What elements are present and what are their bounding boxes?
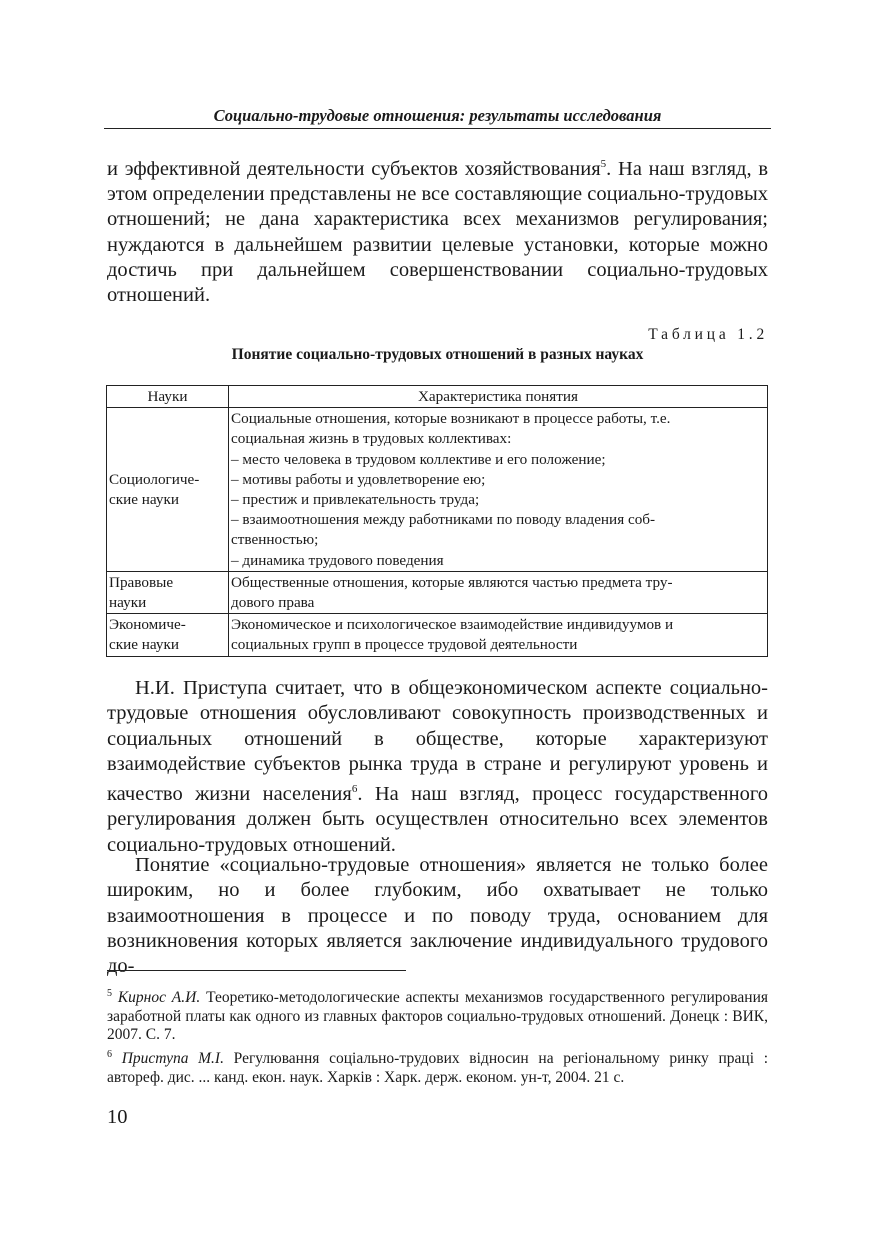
science-text: ские науки	[109, 636, 179, 654]
characteristic-line: – место человека в трудовом коллективе и его положение;	[231, 450, 606, 468]
science-cell	[107, 614, 229, 656]
footnote-mark: 6	[107, 1049, 112, 1060]
footnote-ref-6: 6	[351, 783, 358, 796]
science-text: ские науки	[109, 491, 179, 509]
characteristic-line: – мотивы работы и удовлетворение ею;	[231, 470, 486, 488]
footnote-rule	[107, 970, 406, 971]
header-characteristic: Характеристика понятия	[229, 386, 768, 408]
footnote-5	[107, 985, 768, 1045]
paragraph-1	[107, 152, 768, 309]
characteristic-line: Общественные отношения, которые являются частью предмета тру-	[231, 573, 673, 591]
characteristic-line: – престиж и привлекательность труда;	[231, 491, 480, 509]
paragraph-2-text-a: Н.И. Приступа считает, что в общеэкономическом аспекте социально-трудовые отношения обусловливают совокупность производственных и социальных отношений в обществе, которые характеризуют взаимодействие субъектов рынка труда в стране и регулируют уровень и качество жизни населения	[107, 677, 768, 806]
footnote-mark: 5	[107, 988, 112, 999]
science-text: Правовые	[109, 573, 174, 591]
characteristic-line: дового права	[231, 594, 315, 612]
header-rule	[104, 128, 771, 129]
science-text: Экономиче-	[109, 616, 186, 634]
table-number: Таблица 1.2	[648, 326, 768, 343]
characteristic-cell	[229, 614, 768, 656]
footnote-author: Приступа М.І.	[121, 1050, 224, 1068]
science-text: науки	[109, 594, 147, 612]
table-row	[107, 408, 768, 572]
table-row	[107, 571, 768, 613]
paragraph-2	[107, 676, 768, 858]
characteristic-line: – динамика трудового поведения	[231, 551, 444, 569]
characteristic-line: социальных групп в процессе трудовой деятельности	[231, 636, 578, 654]
footnote-ref-5: 5	[600, 158, 607, 170]
paragraph-1-text-b: . На наш взгляд, в этом определении представлены не все составляющие социально-трудовых отношений; не дана характеристика всех механизмов регулирования; нуждаются в дальнейшем развитии целевые установки, которые можно достичь при дальнейшем совершенствовании социально-трудовых отношений.	[107, 157, 769, 307]
characteristic-line: ственностью;	[231, 531, 319, 549]
characteristic-line: социальная жизнь в трудовых коллективах:	[231, 430, 512, 448]
running-header: Социально-трудовые отношения: результаты исследования	[213, 106, 662, 125]
characteristic-line: – взаимоотношения между работниками по поводу владения соб-	[231, 511, 656, 529]
paragraph-2-text-b: . На наш взгляд, процесс государственного регулирования должен быть осуществлен относительно всех элементов социально-трудовых отношений.	[107, 783, 768, 856]
science-text: Социологиче-	[109, 470, 200, 488]
footnote-6	[107, 1046, 768, 1087]
footnote-author: Кирнос А.И.	[117, 989, 201, 1007]
footnote-text: Теоретико-методологические аспекты механизмов государственного регулирования заработной платы как одного из главных факторов социально-трудовых отношений. Донецк : ВИК, 2007. С. 7.	[107, 989, 768, 1044]
footnote-text: Регулювання соціально-трудових відносин на регіональному ринку праці : автореф. дис. ... канд. екон. наук. Харків : Харк. держ. економ. ун-т, 2004. 21 с.	[107, 1050, 769, 1086]
table-header-row	[107, 386, 768, 408]
table-row	[107, 614, 768, 656]
header-sciences: Науки	[107, 386, 229, 408]
table-title: Понятие социально-трудовых отношений в разных науках	[231, 346, 644, 363]
concept-table	[106, 385, 768, 657]
page-number: 10	[107, 1106, 128, 1128]
paragraph-3: Понятие «социально-трудовые отношения» является не только более широким, но и более глубоким, ибо охватывает не только взаимоотношения в процессе и по поводу труда, основанием для возникновения которых является заключение индивидуального трудового до-	[107, 854, 768, 978]
characteristic-cell	[229, 571, 768, 613]
science-cell	[107, 571, 229, 613]
characteristic-cell	[229, 408, 768, 572]
science-cell	[107, 408, 229, 572]
characteristic-line: Экономическое и психологическое взаимодействие индивидуумов и	[231, 616, 674, 634]
characteristic-line: Социальные отношения, которые возникают в процессе работы, т.е.	[231, 410, 671, 428]
paragraph-1-text-a: и эффективной деятельности субъектов хозяйствования	[107, 157, 601, 180]
